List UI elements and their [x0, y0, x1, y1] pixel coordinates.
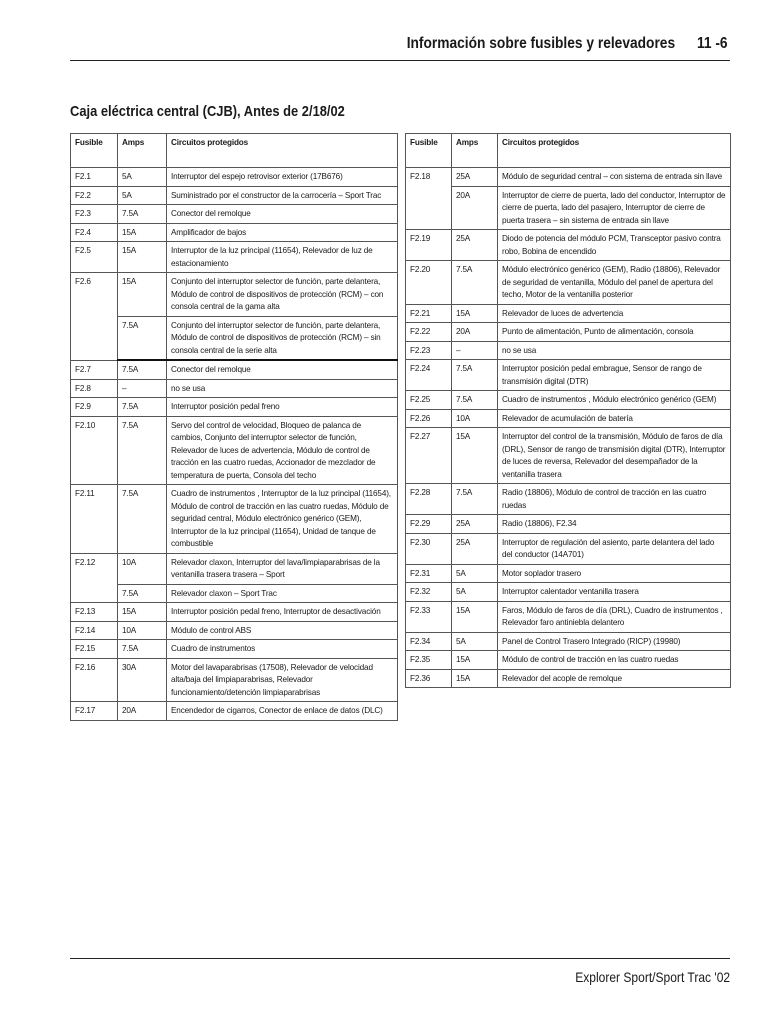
table-row: [71, 640, 398, 659]
fuse-cell: F2.14: [71, 621, 118, 640]
circuits-cell: Interruptor del espejo retrovisor exterior (17B676): [167, 168, 398, 187]
amps-cell: 10A: [118, 553, 167, 584]
fuse-cell: F2.1: [71, 168, 118, 187]
circuits-cell: Amplificador de bajos: [167, 223, 398, 242]
table-row: [71, 223, 398, 242]
amps-cell: 5A: [452, 564, 498, 583]
fuse-cell: F2.21: [406, 304, 452, 323]
table-row: [406, 583, 731, 602]
circuits-cell: Interruptor de cierre de puerta, lado del conductor, Interruptor de cierre de puerta, lado del pasajero, Interruptor de cierre de puerta trasera – sin sistema de entrada sin llave: [498, 186, 731, 230]
amps-cell: 7.5A: [118, 205, 167, 224]
amps-cell: 15A: [118, 273, 167, 317]
amps-cell: 5A: [452, 632, 498, 651]
fuse-table-right: [405, 133, 731, 688]
amps-cell: 15A: [118, 242, 167, 273]
amps-cell: 15A: [452, 304, 498, 323]
circuits-cell: Conector del remolque: [167, 360, 398, 379]
circuits-cell: Servo del control de velocidad, Bloqueo de palanca de cambios, Conjunto del interruptor selector de función, Relevador de luces de advertencia, Módulo de control de tracción en las cuatro ruedas, Accionador de mezclador de temperatura de puerta, Consola del techo: [167, 416, 398, 485]
column-header-circuits: Circuitos protegidos: [498, 134, 731, 168]
amps-cell: 7.5A: [118, 485, 167, 554]
table-row: [406, 651, 731, 670]
amps-cell: 7.5A: [452, 391, 498, 410]
amps-cell: 5A: [118, 168, 167, 187]
amps-cell: 15A: [452, 651, 498, 670]
circuits-cell: Interruptor de la luz principal (11654), Relevador de luz de estacionamiento: [167, 242, 398, 273]
fuse-cell: F2.32: [406, 583, 452, 602]
fuse-cell: F2.10: [71, 416, 118, 485]
fuse-cell: F2.22: [406, 323, 452, 342]
column-header-amps: Amps: [118, 134, 167, 168]
fuse-cell: F2.23: [406, 341, 452, 360]
circuits-cell: Interruptor posición pedal freno, Interruptor de desactivación: [167, 603, 398, 622]
circuits-cell: Módulo de control ABS: [167, 621, 398, 640]
fuse-cell: F2.3: [71, 205, 118, 224]
circuits-cell: Panel de Control Trasero Integrado (RICP) (19980): [498, 632, 731, 651]
table-row: [71, 658, 398, 702]
table-row: [406, 261, 731, 305]
fuse-cell: F2.18: [406, 168, 452, 230]
circuits-cell: Módulo electrónico genérico (GEM), Radio (18806), Relevador de seguridad de ventanilla, Módulo del panel de apertura del techo, Motor de la ventanilla posterior: [498, 261, 731, 305]
table-row: [71, 398, 398, 417]
table-row: [71, 379, 398, 398]
circuits-cell: Cuadro de instrumentos: [167, 640, 398, 659]
table-row: [71, 273, 398, 317]
circuits-cell: Radio (18806), Módulo de control de tracción en las cuatro ruedas: [498, 484, 731, 515]
amps-cell: 15A: [118, 603, 167, 622]
column-header-fuse: Fusible: [71, 134, 118, 168]
table-row: [406, 632, 731, 651]
amps-cell: 7.5A: [118, 640, 167, 659]
amps-cell: 25A: [452, 168, 498, 187]
page-header: [70, 30, 730, 61]
page-number: 11 -6: [697, 35, 728, 52]
table-row: [406, 341, 731, 360]
table-row: [71, 553, 398, 584]
fuse-table-left: [70, 133, 398, 721]
amps-cell: –: [118, 379, 167, 398]
table-header-row: [406, 134, 731, 168]
table-row: [406, 601, 731, 632]
fuse-cell: F2.9: [71, 398, 118, 417]
circuits-cell: Cuadro de instrumentos , Módulo electrónico genérico (GEM): [498, 391, 731, 410]
fuse-cell: F2.36: [406, 669, 452, 688]
footer-model: Explorer Sport/Sport Trac '02: [575, 969, 730, 985]
circuits-cell: Relevador del acople de remolque: [498, 669, 731, 688]
amps-cell: 20A: [452, 186, 498, 230]
fuse-cell: F2.4: [71, 223, 118, 242]
fuse-cell: F2.15: [71, 640, 118, 659]
amps-cell: 30A: [118, 658, 167, 702]
fuse-cell: F2.8: [71, 379, 118, 398]
circuits-cell: Interruptor calentador ventanilla trasera: [498, 583, 731, 602]
amps-cell: 5A: [452, 583, 498, 602]
amps-cell: 7.5A: [118, 416, 167, 485]
circuits-cell: Interruptor de regulación del asiento, parte delantera del lado del conductor (14A701): [498, 533, 731, 564]
circuits-cell: Relevador de acumulación de batería: [498, 409, 731, 428]
amps-cell: 25A: [452, 533, 498, 564]
amps-cell: –: [452, 341, 498, 360]
circuits-cell: Motor soplador trasero: [498, 564, 731, 583]
fuse-cell: F2.27: [406, 428, 452, 484]
circuits-cell: Punto de alimentación, Punto de alimentación, consola: [498, 323, 731, 342]
column-header-circuits: Circuitos protegidos: [167, 134, 398, 168]
fuse-cell: F2.17: [71, 702, 118, 721]
page-footer: [70, 958, 730, 985]
circuits-cell: Encendedor de cigarros, Conector de enlace de datos (DLC): [167, 702, 398, 721]
circuits-cell: Interruptor del control de la transmisión, Módulo de faros de día (DRL), Sensor de rango de transmisión digital (DTR), Interruptor de luces de reversa, Relevador del desempañador de la ventanilla trasera: [498, 428, 731, 484]
circuits-cell: Relevador claxon – Sport Trac: [167, 584, 398, 603]
amps-cell: 15A: [452, 601, 498, 632]
amps-cell: 10A: [452, 409, 498, 428]
table-row: [71, 168, 398, 187]
fuse-cell: F2.6: [71, 273, 118, 361]
amps-cell: 20A: [118, 702, 167, 721]
amps-cell: 15A: [118, 223, 167, 242]
fuse-cell: F2.30: [406, 533, 452, 564]
circuits-cell: no se usa: [167, 379, 398, 398]
circuits-cell: Radio (18806), F2.34: [498, 515, 731, 534]
amps-cell: 7.5A: [118, 316, 167, 360]
table-row: [406, 186, 731, 230]
circuits-cell: Conjunto del interruptor selector de función, parte delantera, Módulo de control de dispositivos de protección (RCM) – sin consola central de la serie alta: [167, 316, 398, 360]
fuse-cell: F2.19: [406, 230, 452, 261]
circuits-cell: no se usa: [498, 341, 731, 360]
circuits-cell: Conector del remolque: [167, 205, 398, 224]
circuits-cell: Módulo de seguridad central – con sistema de entrada sin llave: [498, 168, 731, 187]
fuse-cell: F2.20: [406, 261, 452, 305]
amps-cell: 7.5A: [118, 360, 167, 379]
circuits-cell: Cuadro de instrumentos , Interruptor de la luz principal (11654), Módulo de control de tracción en las cuatro ruedas, Módulo de seguridad central, Módulo electrónico genérico (GEM), Interruptor de la luz principal (11654), Unidad de tanque de combustible: [167, 485, 398, 554]
circuits-cell: Relevador de luces de advertencia: [498, 304, 731, 323]
table-row: [406, 409, 731, 428]
table-row: [71, 584, 398, 603]
table-row: [406, 564, 731, 583]
amps-cell: 10A: [118, 621, 167, 640]
amps-cell: 25A: [452, 515, 498, 534]
table-row: [71, 621, 398, 640]
table-row: [406, 304, 731, 323]
amps-cell: 5A: [118, 186, 167, 205]
page-title: Información sobre fusibles y relevadores: [406, 35, 675, 52]
table-row: [406, 323, 731, 342]
table-row: [406, 669, 731, 688]
amps-cell: 7.5A: [118, 398, 167, 417]
table-row: [71, 702, 398, 721]
fuse-cell: F2.24: [406, 360, 452, 391]
fuse-cell: F2.5: [71, 242, 118, 273]
circuits-cell: Interruptor posición pedal embrague, Sensor de rango de transmisión digital (DTR): [498, 360, 731, 391]
table-header-row: [71, 134, 398, 168]
circuits-cell: Módulo de control de tracción en las cuatro ruedas: [498, 651, 731, 670]
circuits-cell: Conjunto del interruptor selector de función, parte delantera, Módulo de control de dispositivos de protección (RCM) – con consola central de la gama alta: [167, 273, 398, 317]
table-row: [71, 360, 398, 379]
table-row: [71, 242, 398, 273]
amps-cell: 7.5A: [452, 360, 498, 391]
fuse-cell: F2.34: [406, 632, 452, 651]
table-row: [71, 603, 398, 622]
fuse-cell: F2.33: [406, 601, 452, 632]
circuits-cell: Suministrado por el constructor de la carrocería – Sport Trac: [167, 186, 398, 205]
table-row: [71, 316, 398, 360]
column-header-fuse: Fusible: [406, 134, 452, 168]
fuse-cell: F2.28: [406, 484, 452, 515]
fuse-cell: F2.35: [406, 651, 452, 670]
table-row: [406, 515, 731, 534]
fuse-cell: F2.26: [406, 409, 452, 428]
table-row: [406, 484, 731, 515]
fuse-cell: F2.7: [71, 360, 118, 379]
table-row: [71, 205, 398, 224]
section-title: Caja eléctrica central (CJB), Antes de 2/18/02: [70, 103, 345, 120]
fuse-cell: F2.13: [71, 603, 118, 622]
fuse-cell: F2.11: [71, 485, 118, 554]
amps-cell: 20A: [452, 323, 498, 342]
fuse-cell: F2.16: [71, 658, 118, 702]
table-row: [406, 533, 731, 564]
amps-cell: 7.5A: [452, 484, 498, 515]
amps-cell: 25A: [452, 230, 498, 261]
fuse-cell: F2.12: [71, 553, 118, 603]
fuse-cell: F2.25: [406, 391, 452, 410]
amps-cell: 7.5A: [452, 261, 498, 305]
table-row: [406, 168, 731, 187]
table-row: [71, 485, 398, 554]
column-header-amps: Amps: [452, 134, 498, 168]
table-row: [406, 230, 731, 261]
table-row: [406, 391, 731, 410]
table-row: [71, 416, 398, 485]
circuits-cell: Motor del lavaparabrisas (17508), Relevador de velocidad alta/baja del limpiaparabrisas, Relevador funcionamiento/detención limpiaparabrisas: [167, 658, 398, 702]
circuits-cell: Diodo de potencia del módulo PCM, Transceptor pasivo contra robo, Bobina de encendido: [498, 230, 731, 261]
table-row: [406, 428, 731, 484]
circuits-cell: Faros, Módulo de faros de día (DRL), Cuadro de instrumentos , Relevador faro antiniebla delantero: [498, 601, 731, 632]
fuse-cell: F2.2: [71, 186, 118, 205]
amps-cell: 15A: [452, 669, 498, 688]
table-row: [71, 186, 398, 205]
fuse-cell: F2.31: [406, 564, 452, 583]
amps-cell: 15A: [452, 428, 498, 484]
fuse-cell: F2.29: [406, 515, 452, 534]
amps-cell: 7.5A: [118, 584, 167, 603]
circuits-cell: Interruptor posición pedal freno: [167, 398, 398, 417]
table-row: [406, 360, 731, 391]
circuits-cell: Relevador claxon, Interruptor del lava/limpiaparabrisas de la ventanilla trasera trasera – Sport: [167, 553, 398, 584]
